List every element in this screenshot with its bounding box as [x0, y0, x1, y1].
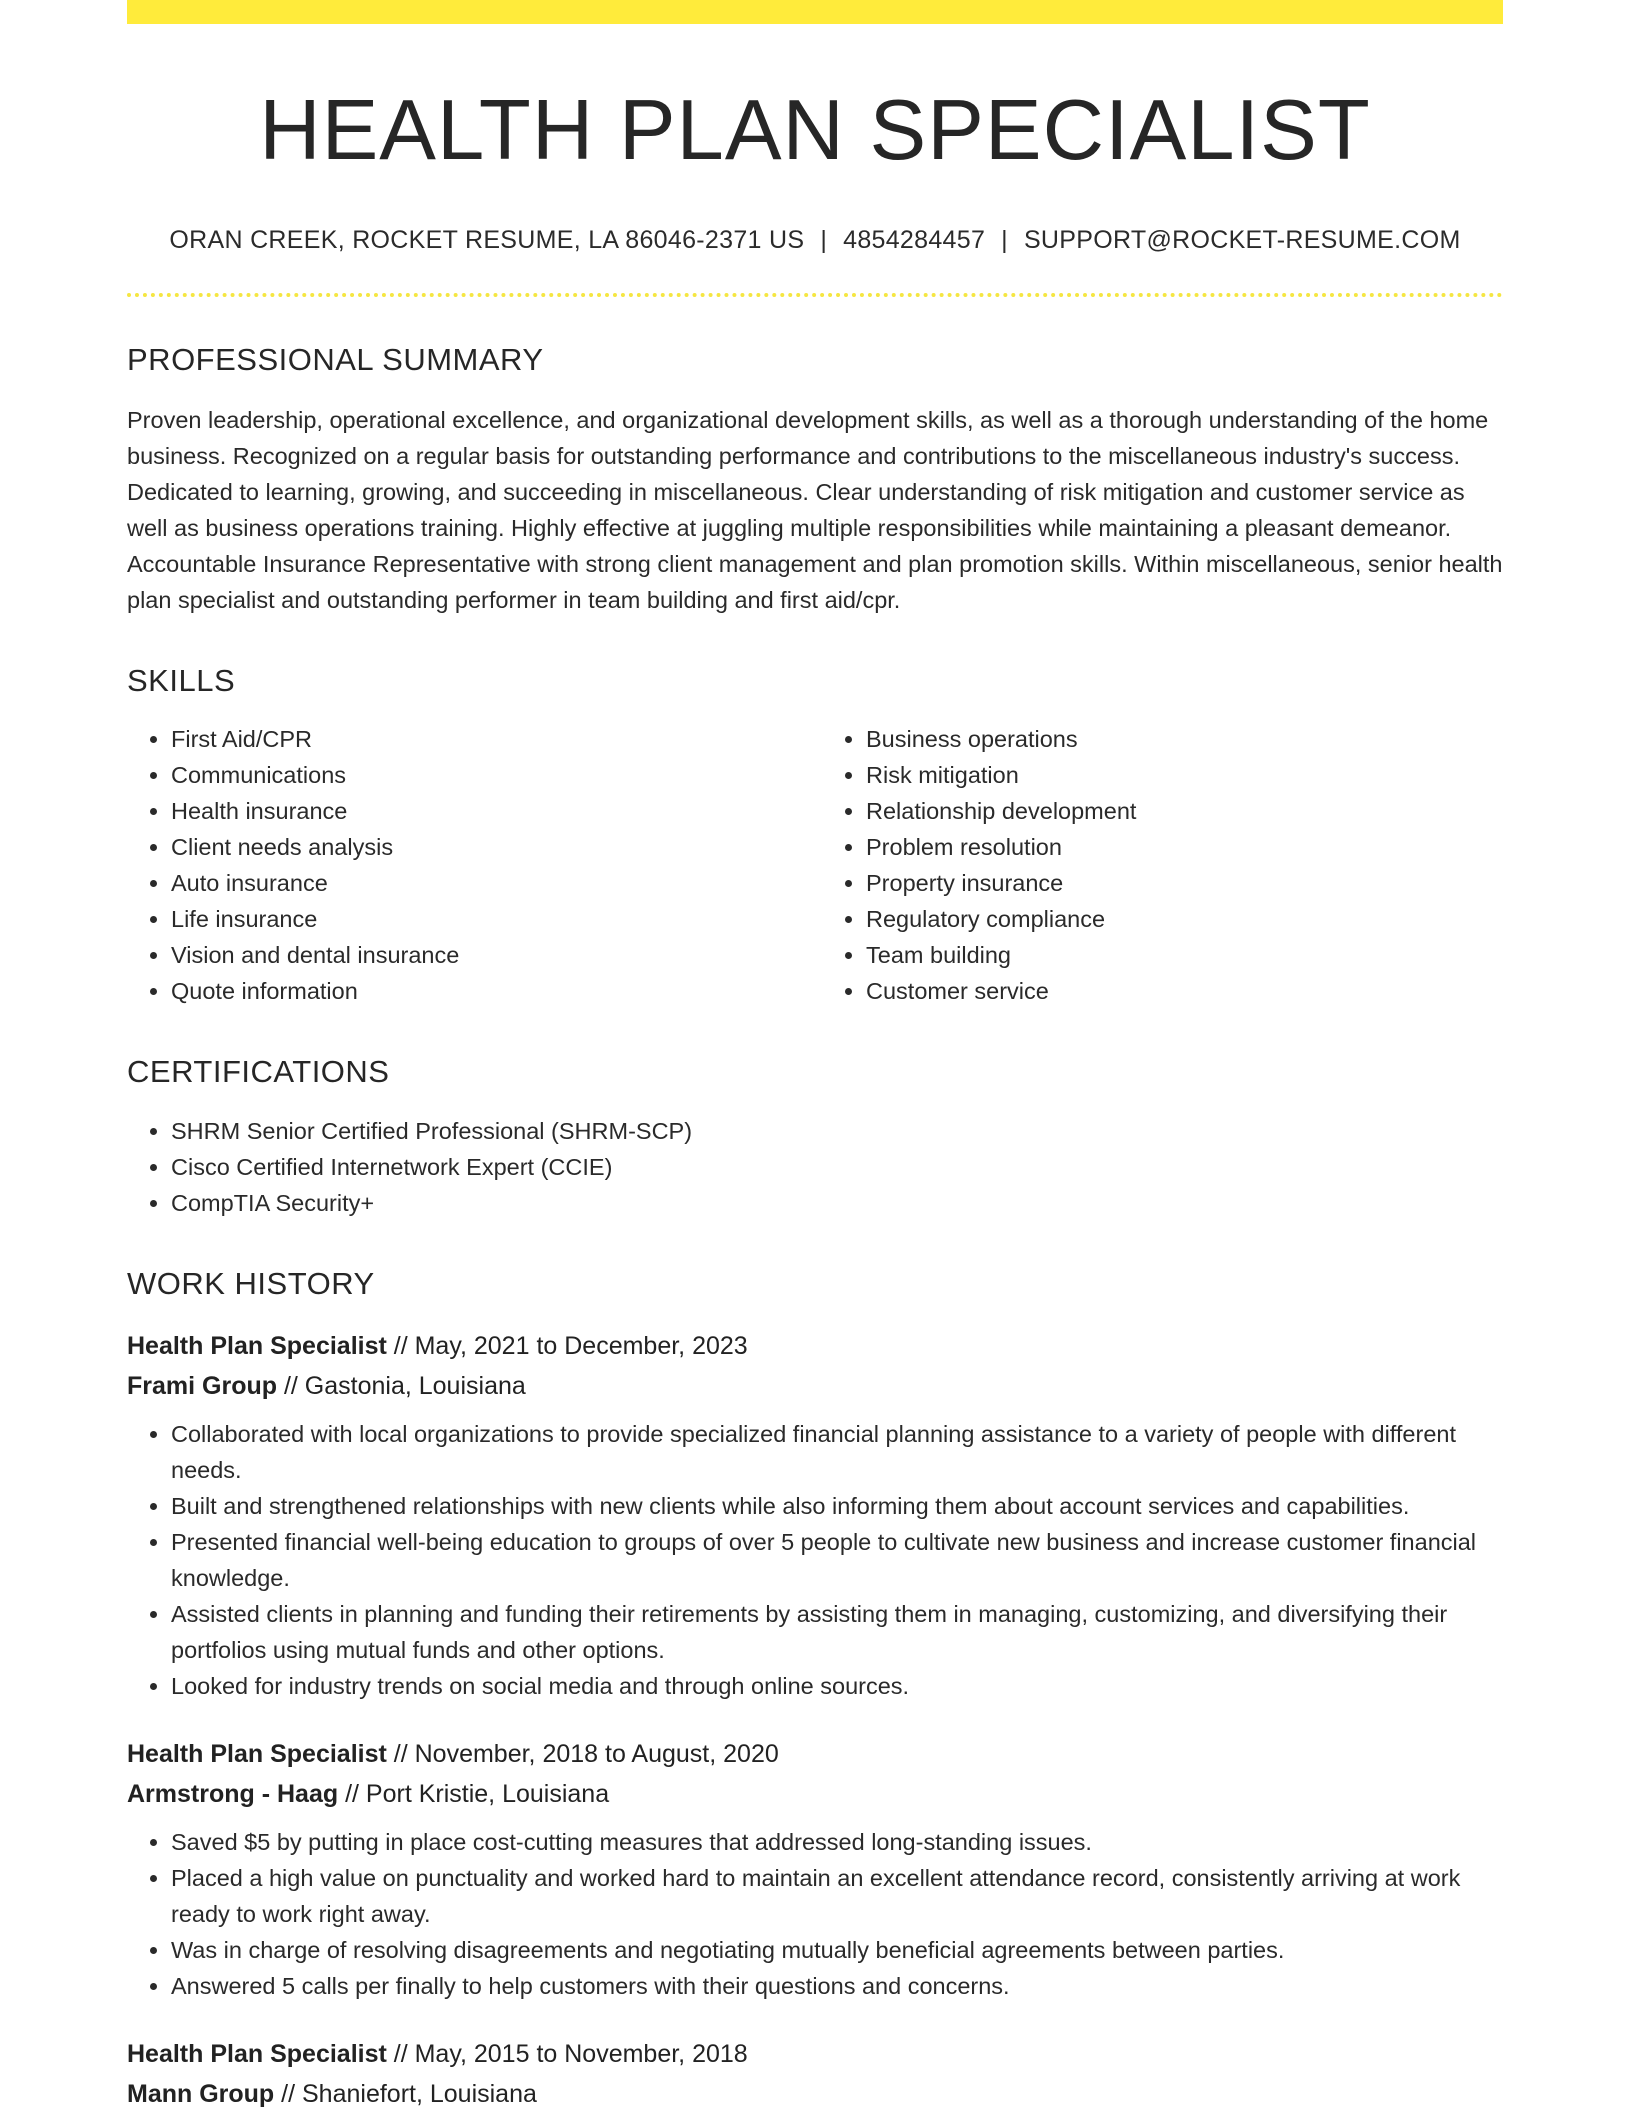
job-dates: // May, 2021 to December, 2023	[386, 1331, 748, 1360]
skill-item: • Risk mitigation	[866, 757, 1503, 793]
job-bullet: • Answered 5 calls per finally to help customers with their questions and concerns.	[171, 1968, 1503, 2004]
skill-item: • Auto insurance	[171, 865, 815, 901]
job-entry	[127, 1734, 1503, 2004]
job-entry	[127, 1326, 1503, 1704]
job-company-line	[127, 2074, 1503, 2114]
resume-title: HEALTH PLAN SPECIALIST	[259, 83, 1371, 178]
job-company-line	[127, 1774, 1503, 1814]
job-bullet: • Was in charge of resolving disagreements and negotiating mutually beneficial agreements between parties.	[171, 1932, 1503, 1968]
summary-text: Proven leadership, operational excellence, and organizational development skills, as well as a thorough understanding of the home business. Recognized on a regular basis for outstanding performance and contributions to the miscellaneous industry's success. Dedicated to learning, growing, and succeeding in miscellaneous. Clear understanding of risk mitigation and customer service as well as business operations training. Highly effective at juggling multiple responsibilities while maintaining a pleasant demeanor. Accountable Insurance Representative with strong client management and plan promotion skills. Within miscellaneous, senior health plan specialist and outstanding performer in team building and first aid/cpr.	[127, 407, 1503, 614]
job-role-line	[127, 1734, 1503, 1774]
job-entry	[127, 2034, 1503, 2114]
job-bullet: • Looked for industry trends on social media and through online sources.	[171, 1668, 1503, 1704]
job-company-line	[127, 1366, 1503, 1406]
accent-bar	[127, 0, 1503, 24]
skill-item: • Customer service	[866, 973, 1503, 1009]
job-bullets	[127, 1824, 1503, 2004]
skill-item: • Problem resolution	[866, 829, 1503, 865]
skill-item: • Quote information	[171, 973, 815, 1009]
job-company: Armstrong - Haag	[127, 1779, 339, 1808]
job-role-line	[127, 1326, 1503, 1366]
contact-separator: |	[1001, 226, 1008, 254]
work-history-heading: WORK HISTORY	[127, 1265, 375, 1301]
job-company: Frami Group	[127, 1371, 278, 1400]
job-location: // Port Kristie, Louisiana	[338, 1779, 610, 1808]
skill-item: • Team building	[866, 937, 1503, 973]
job-bullet: • Assisted clients in planning and funding their retirements by assisting them in managing, customizing, and diversifying their portfolios using mutual funds and other options.	[171, 1596, 1503, 1668]
job-location: // Shaniefort, Louisiana	[274, 2079, 537, 2108]
skills-heading: SKILLS	[127, 663, 236, 699]
job-bullet: • Saved $5 by putting in place cost-cutting measures that addressed long-standing issues.	[171, 1824, 1503, 1860]
certification-item: • Cisco Certified Internetwork Expert (CCIE)	[171, 1149, 1503, 1185]
skills-list	[127, 721, 1503, 1009]
job-location: // Gastonia, Louisiana	[277, 1371, 526, 1400]
certifications-list	[127, 1113, 1503, 1221]
skill-item: • Communications	[171, 757, 815, 793]
skill-item: • First Aid/CPR	[171, 721, 815, 757]
skill-item: • Life insurance	[171, 901, 815, 937]
skill-item: • Property insurance	[866, 865, 1503, 901]
job-dates: // November, 2018 to August, 2020	[386, 1739, 779, 1768]
job-company: Mann Group	[127, 2079, 275, 2108]
skill-item: • Client needs analysis	[171, 829, 815, 865]
certification-item: • CompTIA Security+	[171, 1185, 1503, 1221]
job-bullet: • Presented financial well-being education to groups of over 5 people to cultivate new business and increase customer financial knowledge.	[171, 1524, 1503, 1596]
job-dates: // May, 2015 to November, 2018	[386, 2039, 748, 2068]
resume-page	[127, 0, 1503, 2114]
contact-email: SUPPORT@ROCKET-RESUME.COM	[1023, 226, 1461, 254]
contact-address: ORAN CREEK, ROCKET RESUME, LA 86046-2371 US	[169, 226, 805, 254]
contact-line	[127, 226, 1503, 255]
skill-item: • Relationship development	[866, 793, 1503, 829]
skill-item: • Regulatory compliance	[866, 901, 1503, 937]
certification-item: • SHRM Senior Certified Professional (SHRM-SCP)	[171, 1113, 1503, 1149]
job-role: Health Plan Specialist	[127, 1739, 387, 1768]
job-bullet: • Placed a high value on punctuality and worked hard to maintain an excellent attendance record, consistently arriving at work ready to work right away.	[171, 1860, 1503, 1932]
skill-item: • Business operations	[866, 721, 1503, 757]
job-role-line	[127, 2034, 1503, 2074]
job-bullet: • Collaborated with local organizations to provide specialized financial planning assistance to a variety of people with different needs.	[171, 1416, 1503, 1488]
job-bullets	[127, 1416, 1503, 1704]
skills-column-left	[127, 721, 815, 1009]
job-role: Health Plan Specialist	[127, 2039, 387, 2068]
job-bullet: • Built and strengthened relationships with new clients while also informing them about account services and capabilities.	[171, 1488, 1503, 1524]
skills-column-right	[815, 721, 1503, 1009]
contact-phone: 4854284457	[843, 226, 986, 254]
dotted-divider	[127, 293, 1503, 297]
contact-separator: |	[820, 226, 828, 254]
skill-item: • Health insurance	[171, 793, 815, 829]
skill-item: • Vision and dental insurance	[171, 937, 815, 973]
certifications-heading: CERTIFICATIONS	[127, 1054, 390, 1090]
summary-heading: PROFESSIONAL SUMMARY	[127, 342, 544, 377]
job-role: Health Plan Specialist	[127, 1331, 387, 1360]
